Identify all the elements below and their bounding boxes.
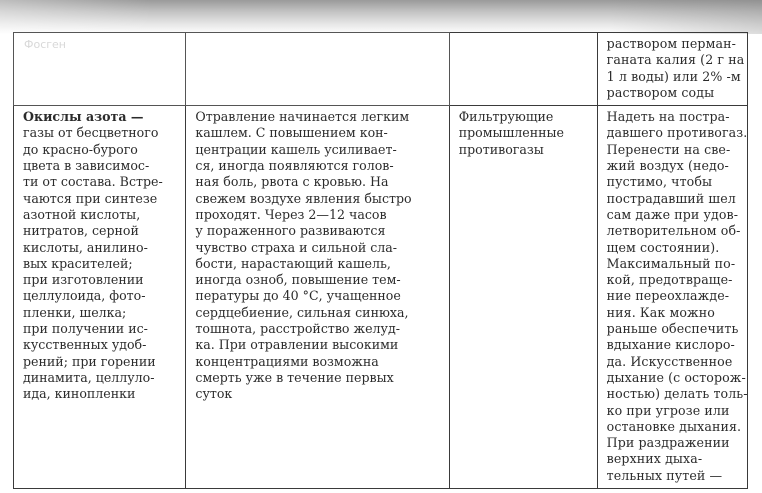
text-line: при изготовлении <box>23 272 144 288</box>
text-line: ние переохлажде- <box>606 288 730 304</box>
text-line: Фильтрующие <box>458 109 554 125</box>
text-line: чувство страха и сильной сла- <box>195 239 398 255</box>
text-line: ганата калия (2 г на <box>606 52 745 68</box>
text-line: летворительном об- <box>606 223 741 239</box>
scan-page-shadow <box>0 0 762 34</box>
toxic-substances-table <box>13 32 748 489</box>
text-line: вых красителей; <box>23 255 133 271</box>
text-line: газы от бесцветного <box>23 125 159 141</box>
text-line: Перенести на све- <box>606 141 731 157</box>
text-line: раньше обеспечить <box>606 321 739 337</box>
text-line: пературы до 40 °С, учащенное <box>195 288 401 304</box>
text-line: чаются при синтезе <box>23 190 158 206</box>
text-line: Надеть на постра- <box>606 109 730 125</box>
text-line: ида, кинопленки <box>23 386 136 402</box>
text-line: иногда озноб, повышение тем- <box>195 272 401 288</box>
table-row-nitrogen-oxides <box>14 106 748 489</box>
text-line: верхних дыха- <box>606 451 703 467</box>
text-line: ти от состава. Встре- <box>23 174 163 190</box>
text-line: при получении ис- <box>23 321 148 337</box>
text-line: смерть уже в течение первых <box>195 369 394 385</box>
text-line: 1 л воды) или 2% -м <box>606 68 741 84</box>
text-line: суток <box>195 386 233 402</box>
text-line: Отравление начинается легким <box>195 109 410 125</box>
text-line: ся, иногда появляются голов- <box>195 158 394 174</box>
text-line: концентрациями возможна <box>195 353 379 369</box>
text-line: цвета в зависимос- <box>23 158 150 174</box>
text-line: ка. При отравлении высокими <box>195 337 399 353</box>
cell-protection <box>449 106 597 489</box>
text-line: азотной кислоты, <box>23 206 141 222</box>
text-line: раствором перман- <box>606 36 736 51</box>
text-line: жий воздух (недо- <box>606 158 729 174</box>
text-line: бости, нарастающий кашель, <box>195 255 391 271</box>
text-line: да. Искусственное <box>606 353 733 369</box>
table-row-continued <box>14 33 748 106</box>
substance-name: Окислы азота — <box>23 109 144 125</box>
text-line: тошнота, расстройство желуд- <box>195 321 400 337</box>
text-line: свежем воздухе явления быстро <box>195 190 412 206</box>
text-line: кой, предотвраще- <box>606 272 733 288</box>
cell-symptoms <box>186 106 449 489</box>
cell-protection-continued <box>449 33 597 106</box>
text-line: рений; при горении <box>23 353 156 369</box>
text-line: центрации кашель усиливает- <box>195 141 397 157</box>
text-line: ко при угрозе или <box>606 402 730 418</box>
text-line: сам даже при удов- <box>606 206 739 222</box>
text-line: давшего противогаз. <box>606 125 748 141</box>
text-line: противогазы <box>458 141 544 157</box>
text-line: раствором соды <box>606 84 715 100</box>
text-line: ния. Как можно <box>606 304 715 320</box>
text-line: кусственных удоб- <box>23 337 147 353</box>
text-line: целлулоида, фото- <box>23 288 146 304</box>
text-line: ностью) делать толь- <box>606 386 748 402</box>
cell-first-aid-continued <box>597 33 747 106</box>
cell-symptoms-continued <box>186 33 449 106</box>
text-line: остановке дыхания. <box>606 418 742 434</box>
text-line: у пораженного развиваются <box>195 223 386 239</box>
text-line: тельных путей — <box>606 467 723 483</box>
text-line: ная боль, рвота с кровью. На <box>195 174 389 190</box>
text-line: проходят. Через 2—12 часов <box>195 206 387 222</box>
text-line: нитратов, серной <box>23 223 139 239</box>
text-line: сердцебиение, сильная синюха, <box>195 304 409 320</box>
text-line: кашлем. С повышением кон- <box>195 125 388 141</box>
text-line: дыхание (с осторож- <box>606 369 746 385</box>
text-line: щем состоянии). <box>606 239 720 255</box>
text-line: пострадавший шел <box>606 190 736 206</box>
cell-substance-continued <box>14 33 186 106</box>
text-line: до красно-бурого <box>23 141 138 157</box>
text-line: кислоты, анилино- <box>23 239 148 255</box>
text-line: При раздражении <box>606 435 730 451</box>
text-line: динамита, целлуло- <box>23 369 155 385</box>
cell-first-aid <box>597 106 747 489</box>
cell-substance <box>14 106 186 489</box>
text-line: Максимальный по- <box>606 255 736 271</box>
text-line: пленки, шелка; <box>23 304 127 320</box>
text-line: промышленные <box>458 125 565 141</box>
text-line: вдыхание кислоро- <box>606 337 735 353</box>
text-line: пустимо, чтобы <box>606 174 713 190</box>
faint-previous-row-label: Фосген <box>24 38 66 51</box>
